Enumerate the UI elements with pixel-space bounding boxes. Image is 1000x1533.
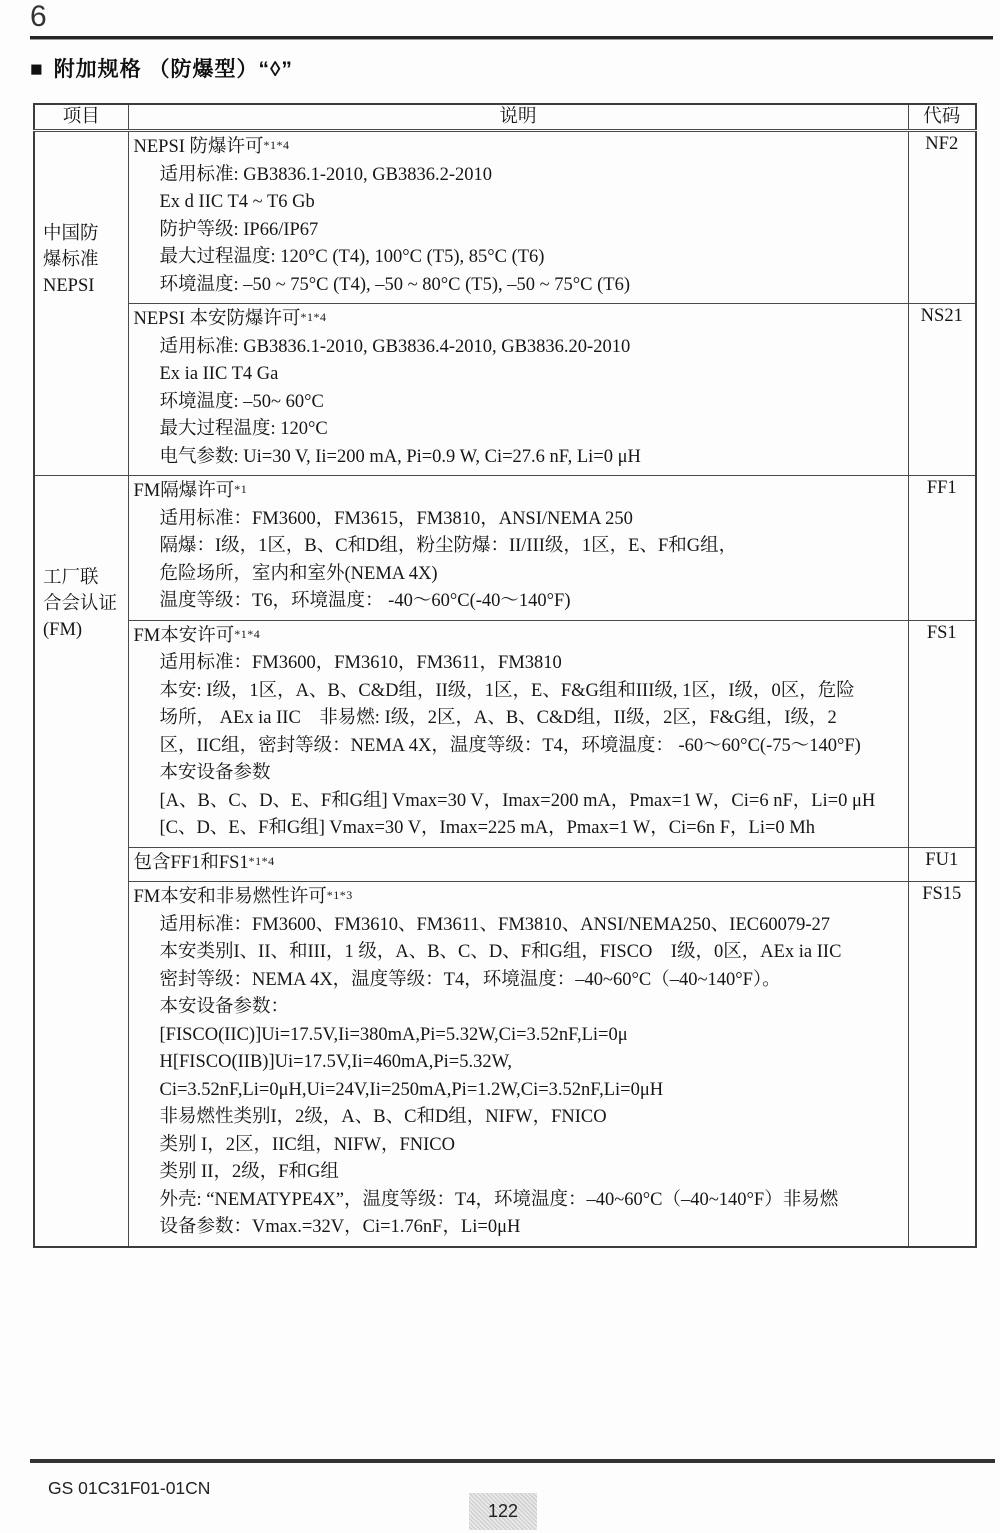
description-cell — [128, 882, 908, 1247]
description-text: 防护等级: IP66/IP67 — [159, 219, 319, 240]
black-square-icon: ■ — [30, 58, 44, 81]
description-text: 环境温度: –50~ 60°C — [159, 391, 324, 412]
description-text: 本安类别I、II、和III，1 级，A、B、C、D、F和G组，FISCO I级，0区，AEx ia IIC — [159, 942, 842, 962]
description-line — [134, 1159, 904, 1187]
description-line — [134, 788, 904, 816]
section-title-text: 附加规格 （防爆型）“◊” — [53, 58, 293, 81]
footnote-reference: *1*4 — [263, 138, 290, 152]
description-text: 外壳: “NEMATYPE4X”，温度等级：T4，环境温度：–40~60°C（–40~140°F）非易燃 — [159, 1189, 839, 1210]
code-cell — [908, 882, 976, 1247]
description-line — [134, 478, 904, 506]
description-line — [134, 1022, 904, 1050]
description-line — [134, 912, 904, 940]
description-line — [134, 1214, 904, 1242]
description-line — [134, 939, 904, 967]
description-text: [FISCO(IIC)]Ui=17.5V,Ii=380mA,Pi=5.32W,Ci=3.52nF,Li=0μ — [159, 1024, 628, 1045]
item-label-line: NEPSI — [43, 276, 95, 296]
item-label — [43, 565, 124, 643]
description-line — [134, 272, 904, 300]
description-text: 适用标准：FM3600，FM3610，FM3611，FM3810 — [159, 653, 562, 673]
description-text: 本安设备参数： — [159, 997, 290, 1017]
description-line — [134, 760, 904, 788]
description-text: 非易燃性类别I，2级，A、B、C和D组，NIFW，FNICO — [159, 1107, 607, 1127]
description-line — [134, 705, 904, 733]
description-text: 温度等级：T6，环境温度： -40～60°C(-40～140°F) — [159, 591, 571, 611]
description-cell — [128, 476, 908, 621]
description-line — [134, 134, 904, 162]
description-line — [134, 416, 904, 444]
section-title — [30, 53, 293, 83]
description-line — [134, 533, 904, 561]
description-line — [134, 217, 904, 245]
description-line — [134, 733, 904, 761]
description-line — [134, 994, 904, 1022]
footnote-reference: *1*3 — [326, 888, 353, 902]
item-label-line: 中国防 — [43, 224, 99, 244]
description-line — [134, 506, 904, 534]
table-row — [34, 304, 976, 476]
chapter-number: 6 — [30, 0, 47, 33]
table-header-row — [34, 104, 976, 131]
item-label-line: 工厂联 — [43, 568, 99, 588]
description-line — [134, 850, 904, 878]
description-text: 设备参数：Vmax.=32V，Ci=1.76nF，Li=0μH — [159, 1217, 521, 1237]
col-header-item: 项目 — [34, 104, 128, 131]
description-text: NEPSI 本安防爆许可 — [133, 309, 301, 329]
description-text: 场所， AEx ia IIC 非易燃: I级，2区，A、B、C&D组，II级，2区，F&G组，I级，2 — [159, 708, 837, 728]
description-text: 本安设备参数 — [159, 763, 271, 783]
description-text: 适用标准：FM3600，FM3615，FM3810，ANSI/NEMA 250 — [159, 508, 633, 529]
description-line — [134, 1077, 904, 1105]
table-row — [34, 476, 976, 621]
table-row — [34, 847, 976, 882]
table-row — [34, 620, 976, 847]
description-line — [134, 623, 904, 651]
description-text: Ex d IIC T4 ~ T6 Gb — [159, 192, 315, 212]
description-text: Ex ia IIC T4 Ga — [159, 364, 279, 384]
description-text: 隔爆：I级，1区，B、C和D组，粉尘防爆：II/III级，1区，E、F和G组， — [159, 536, 738, 556]
item-label-line: 爆标准 — [43, 250, 99, 270]
description-line — [134, 678, 904, 706]
item-label-line: 合会认证 — [43, 594, 118, 614]
description-line — [134, 1104, 904, 1132]
description-text: Ci=3.52nF,Li=0μH,Ui=24V,Ii=250mA,Pi=1.2W,Ci=3.52nF,Li=0μH — [159, 1079, 664, 1100]
footnote-reference: *1*4 — [248, 853, 275, 868]
description-text: 类别 II，2级，F和G组 — [159, 1162, 339, 1182]
item-label-line: (FM) — [43, 620, 83, 640]
code-cell — [908, 304, 976, 476]
col-header-description: 说明 — [128, 104, 908, 131]
description-text: 类别 I，2区，IIC组，NIFW，FNICO — [159, 1134, 455, 1155]
item-cell-group-1 — [34, 476, 128, 1247]
description-line — [134, 244, 904, 272]
option-code: NF2 — [925, 134, 959, 154]
description-text: 密封等级：NEMA 4X，温度等级：T4，环境温度：–40~60°C（–40~140°F）。 — [159, 969, 781, 990]
description-text: 包含FF1和FS1 — [133, 852, 249, 873]
description-text: NEPSI 防爆许可 — [133, 137, 264, 157]
description-text: 电气参数: Ui=30 V, Ii=200 mA, Pi=0.9 W, Ci=27.6 nF, Li=0 μH — [159, 446, 641, 467]
table-row — [34, 131, 976, 304]
code-cell — [908, 131, 976, 304]
description-text: 适用标准: GB3836.1-2010, GB3836.4-2010, GB3836.20-2010 — [159, 336, 631, 357]
description-text: [A、B、C、D、E、F和G组] Vmax=30 V，Imax=200 mA，Pmax=1 W，Ci=6 nF，Li=0 μH — [159, 790, 876, 811]
description-line — [134, 389, 904, 417]
option-code: FS15 — [922, 884, 962, 904]
option-code: FU1 — [925, 849, 959, 870]
option-code: FS1 — [926, 622, 957, 643]
footnote-reference: *1 — [234, 482, 248, 496]
footnote-reference: *1*4 — [300, 310, 327, 324]
option-code: FF1 — [926, 478, 957, 498]
description-text: 适用标准: GB3836.1-2010, GB3836.2-2010 — [159, 164, 492, 185]
description-cell — [128, 131, 908, 304]
code-cell — [908, 476, 976, 621]
description-line — [134, 967, 904, 995]
page-number-badge: 122 — [469, 1493, 537, 1530]
description-cell — [128, 304, 908, 476]
description-text: 环境温度: –50 ~ 75°C (T4), –50 ~ 80°C (T5), –50 ~ 75°C (T6) — [159, 274, 630, 295]
description-text: 本安: I级，1区，A、B、C&D组，II级，1区，E、F&G组和III级, 1区，I级，0区，危险 — [159, 680, 855, 701]
description-text: 最大过程温度: 120°C — [159, 419, 328, 439]
table-row — [34, 882, 976, 1247]
description-line — [134, 815, 904, 843]
description-line — [134, 162, 904, 190]
footnote-reference: *1*4 — [234, 626, 261, 641]
description-text: FM隔爆许可 — [133, 481, 235, 501]
description-line — [134, 588, 904, 616]
description-text: 最大过程温度: 120°C (T4), 100°C (T5), 85°C (T6) — [159, 247, 545, 267]
description-text: 适用标准：FM3600、FM3610、FM3611、FM3810、ANSI/NEMA250、IEC60079-27 — [159, 914, 831, 935]
description-text: [C、D、E、F和G组] Vmax=30 V，Imax=225 mA，Pmax=1 W，Ci=6n F，Li=0 Mh — [159, 818, 815, 838]
description-line — [134, 1049, 904, 1077]
option-code: NS21 — [920, 306, 963, 326]
spec-table — [33, 103, 977, 1248]
description-line — [134, 361, 904, 389]
description-text: FM本安和非易燃性许可 — [133, 887, 327, 907]
description-line — [134, 334, 904, 362]
description-text: H[FISCO(IIB)]Ui=17.5V,Ii=460mA,Pi=5.32W, — [159, 1052, 512, 1072]
description-line — [134, 306, 904, 334]
header-rule — [30, 36, 993, 40]
description-line — [134, 884, 904, 912]
code-cell — [908, 620, 976, 847]
item-cell-group-0 — [34, 131, 128, 476]
description-line — [134, 1132, 904, 1160]
description-line — [134, 1187, 904, 1215]
description-text: 区，IIC组，密封等级：NEMA 4X，温度等级：T4，环境温度： -60～60°C(-75～140°F) — [159, 735, 861, 756]
description-line — [134, 189, 904, 217]
item-label — [43, 221, 124, 299]
description-text: FM本安许可 — [133, 625, 235, 646]
col-header-code: 代码 — [908, 104, 976, 131]
description-line — [134, 444, 904, 472]
description-cell — [128, 620, 908, 847]
description-line — [134, 650, 904, 678]
document-number: GS 01C31F01-01CN — [48, 1478, 211, 1498]
description-line — [134, 561, 904, 589]
code-cell — [908, 847, 976, 882]
footer-rule — [30, 1459, 995, 1463]
description-cell — [128, 847, 908, 882]
description-text: 危险场所，室内和室外(NEMA 4X) — [159, 563, 438, 584]
